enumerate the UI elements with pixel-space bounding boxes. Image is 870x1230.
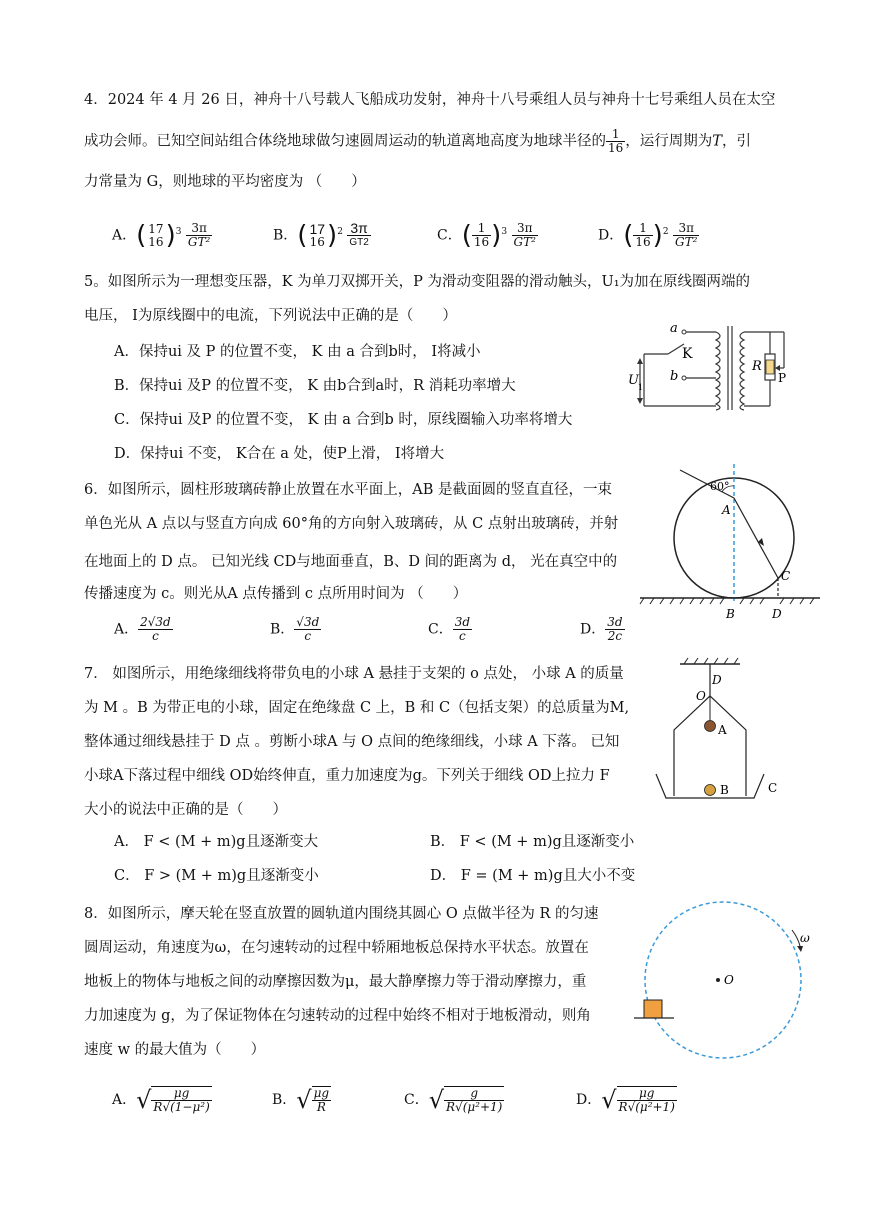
label-d: D	[772, 607, 782, 621]
label-a: a	[670, 321, 678, 336]
q5-line2: 电压， I为原线圈中的电流，下列说法中正确的是（ ）	[84, 308, 457, 324]
q6-line4: 传播速度为 c。则光从A 点传播到 c 点所用时间为 （ ）	[84, 586, 468, 602]
q8-line2: 圆周运动，角速度为ω，在匀速转动的过程中轿厢地板总保持水平状态。放置在	[84, 940, 589, 956]
label-a: A	[722, 503, 731, 517]
label-k: K	[682, 346, 693, 362]
q7-line2: 为 M 。B 为带正电的小球，固定在绝缘盘 C 上，B 和 C（包括支架）的总质量为M,	[84, 700, 630, 716]
q8-line4: 力加速度为 g，为了保证物体在匀速转动的过程中始终不相对于地板滑动，则角	[84, 1008, 591, 1024]
label-o: O	[724, 973, 734, 987]
q7-option-c: C． F > (M + m)g且逐渐变小	[114, 868, 319, 884]
q7-line3: 整体通过细线悬挂于 D 点 。剪断小球A 与 O 点间的绝缘细线，小球 A 下落。 已知	[84, 734, 620, 750]
label-b: b	[670, 369, 679, 384]
label-a: A	[718, 723, 727, 737]
suspended-ball-diagram	[650, 656, 790, 806]
q5-option-d: D．保持ui 不变， K合在 a 处，使P上滑， I将增大	[114, 446, 445, 462]
q6-line3: 在地面上的 D 点。 已知光线 CD与地面垂直，B、D 间的距离为 d， 光在真空中的	[84, 554, 618, 570]
q6-option-d: D． $\frac{3d}{2c}$	[580, 615, 623, 643]
label-c: C	[768, 781, 778, 795]
q8-line1: 8．如图所示，摩天轮在竖直放置的圆轨道内围绕其圆心 O 点做半径为 R 的匀速	[84, 906, 599, 922]
omega-label: ω	[800, 931, 810, 945]
q4-option-b: B．( 17 16 )$^2$ $\frac{3\pi}{GT2}$	[273, 220, 369, 251]
transformer-diagram	[630, 318, 790, 418]
q4-option-d: D．( $\frac{1}{16}$ )$^2$ $\frac{3\pi}{\text{GT²}}$	[598, 220, 698, 251]
q5-line1: 5。如图所示为一理想变压器，K 为单刀双掷开关，P 为滑动变阻器的滑动触头，U₁为加在原线圈两端的	[84, 274, 751, 290]
q7-option-b: B． F < (M + m)g且逐渐变小	[430, 834, 635, 850]
q4-fraction: $\frac{1}{16}$	[608, 127, 624, 155]
q4-line2: 成功会师。已知空间站组合体绕地球做匀速圆周运动的轨道离地高度为地球半径的 $\frac{1}{16}$ ，运行周期为T，引	[84, 127, 751, 155]
q8-option-c: C．√ $\frac{g}{\text{R√(μ²+1)}}$	[404, 1086, 503, 1114]
q8-option-b: B．√ $\frac{\mu g}{R}$	[272, 1086, 330, 1114]
q5-option-c: C．保持ui 及P 的位置不变， K 由 a 合到b 时，原线圈输入功率将增大	[114, 412, 573, 428]
q4-line1: 4．2024 年 4 月 26 日，神舟十八号载人飞船成功发射，神舟十八号乘组人员与神舟十七号乘组人员在太空	[84, 92, 776, 108]
q7-option-d: D． F = (M + m)g且大小不变	[430, 868, 636, 884]
q6-line1: 6．如图所示，圆柱形玻璃砖静止放置在水平面上，AB 是截面圆的竖直直径，一束	[84, 482, 612, 498]
q6-option-b: B． $\frac{√3d}{c}$	[270, 615, 320, 643]
q7-line1: 7． 如图所示，用绝缘细线将带负电的小球 A 悬挂于支架的 o 点处， 小球 A 的质量	[84, 666, 624, 682]
label-d: D	[712, 673, 722, 687]
q8-line3: 地板上的物体与地板之间的动摩擦因数为μ，最大静摩擦力等于滑动摩擦力，重	[84, 974, 587, 990]
label-c: C	[781, 569, 791, 583]
q4-line3: 力常量为 G，则地球的平均密度为 （ ）	[84, 174, 366, 190]
q5-option-a: A．保持ui 及 P 的位置不变， K 由 a 合到b时， I将减小	[114, 344, 481, 360]
q8-line5: 速度 w 的最大值为（ ）	[84, 1042, 266, 1058]
q5-option-b: B．保持ui 及P 的位置不变， K 由b合到a时，R 消耗功率增大	[114, 378, 516, 394]
label-b: B	[726, 607, 735, 621]
label-u: U	[628, 373, 639, 388]
ferris-wheel-diagram	[628, 900, 828, 1070]
q8-option-a: A．√ $\frac{\mu g}{\text{R√(1−μ²)}}$	[112, 1086, 210, 1114]
q6-line2: 单色光从 A 点以与竖直方向成 60°角的方向射入玻璃砖，从 C 点射出玻璃砖，并射	[84, 516, 619, 532]
q8-option-d: D．√ $\frac{\mu g}{\text{R√(μ²+1)}}$	[576, 1086, 675, 1114]
label-o: O	[696, 689, 706, 703]
q6-option-a: A． $\frac{2√3d}{c}$	[114, 615, 171, 643]
q7-line5: 大小的说法中正确的是（ ）	[84, 802, 287, 818]
label-p: P	[778, 371, 787, 385]
label-r: R	[752, 359, 762, 374]
svg-text:1: 1	[638, 383, 644, 392]
q7-line4: 小球A下落过程中细线 OD始终伸直，重力加速度为g。下列关于细线 OD上拉力 F	[84, 768, 610, 784]
q7-option-a: A． F < (M + m)g且逐渐变大	[114, 834, 319, 850]
q4-option-c: C．( $\frac{1}{16}$ )$^3$ $\frac{3\pi}{\text{GT²}}$	[437, 220, 536, 251]
label-b: B	[720, 783, 729, 797]
q4-option-a: A．( 17 16 )$^3$ $\frac{3\pi}{\text{GT²}}$	[112, 220, 211, 251]
angle-label: 60°	[710, 480, 730, 493]
q6-option-c: C． $\frac{3d}{c}$	[428, 615, 471, 643]
glass-cylinder-diagram	[640, 460, 825, 622]
